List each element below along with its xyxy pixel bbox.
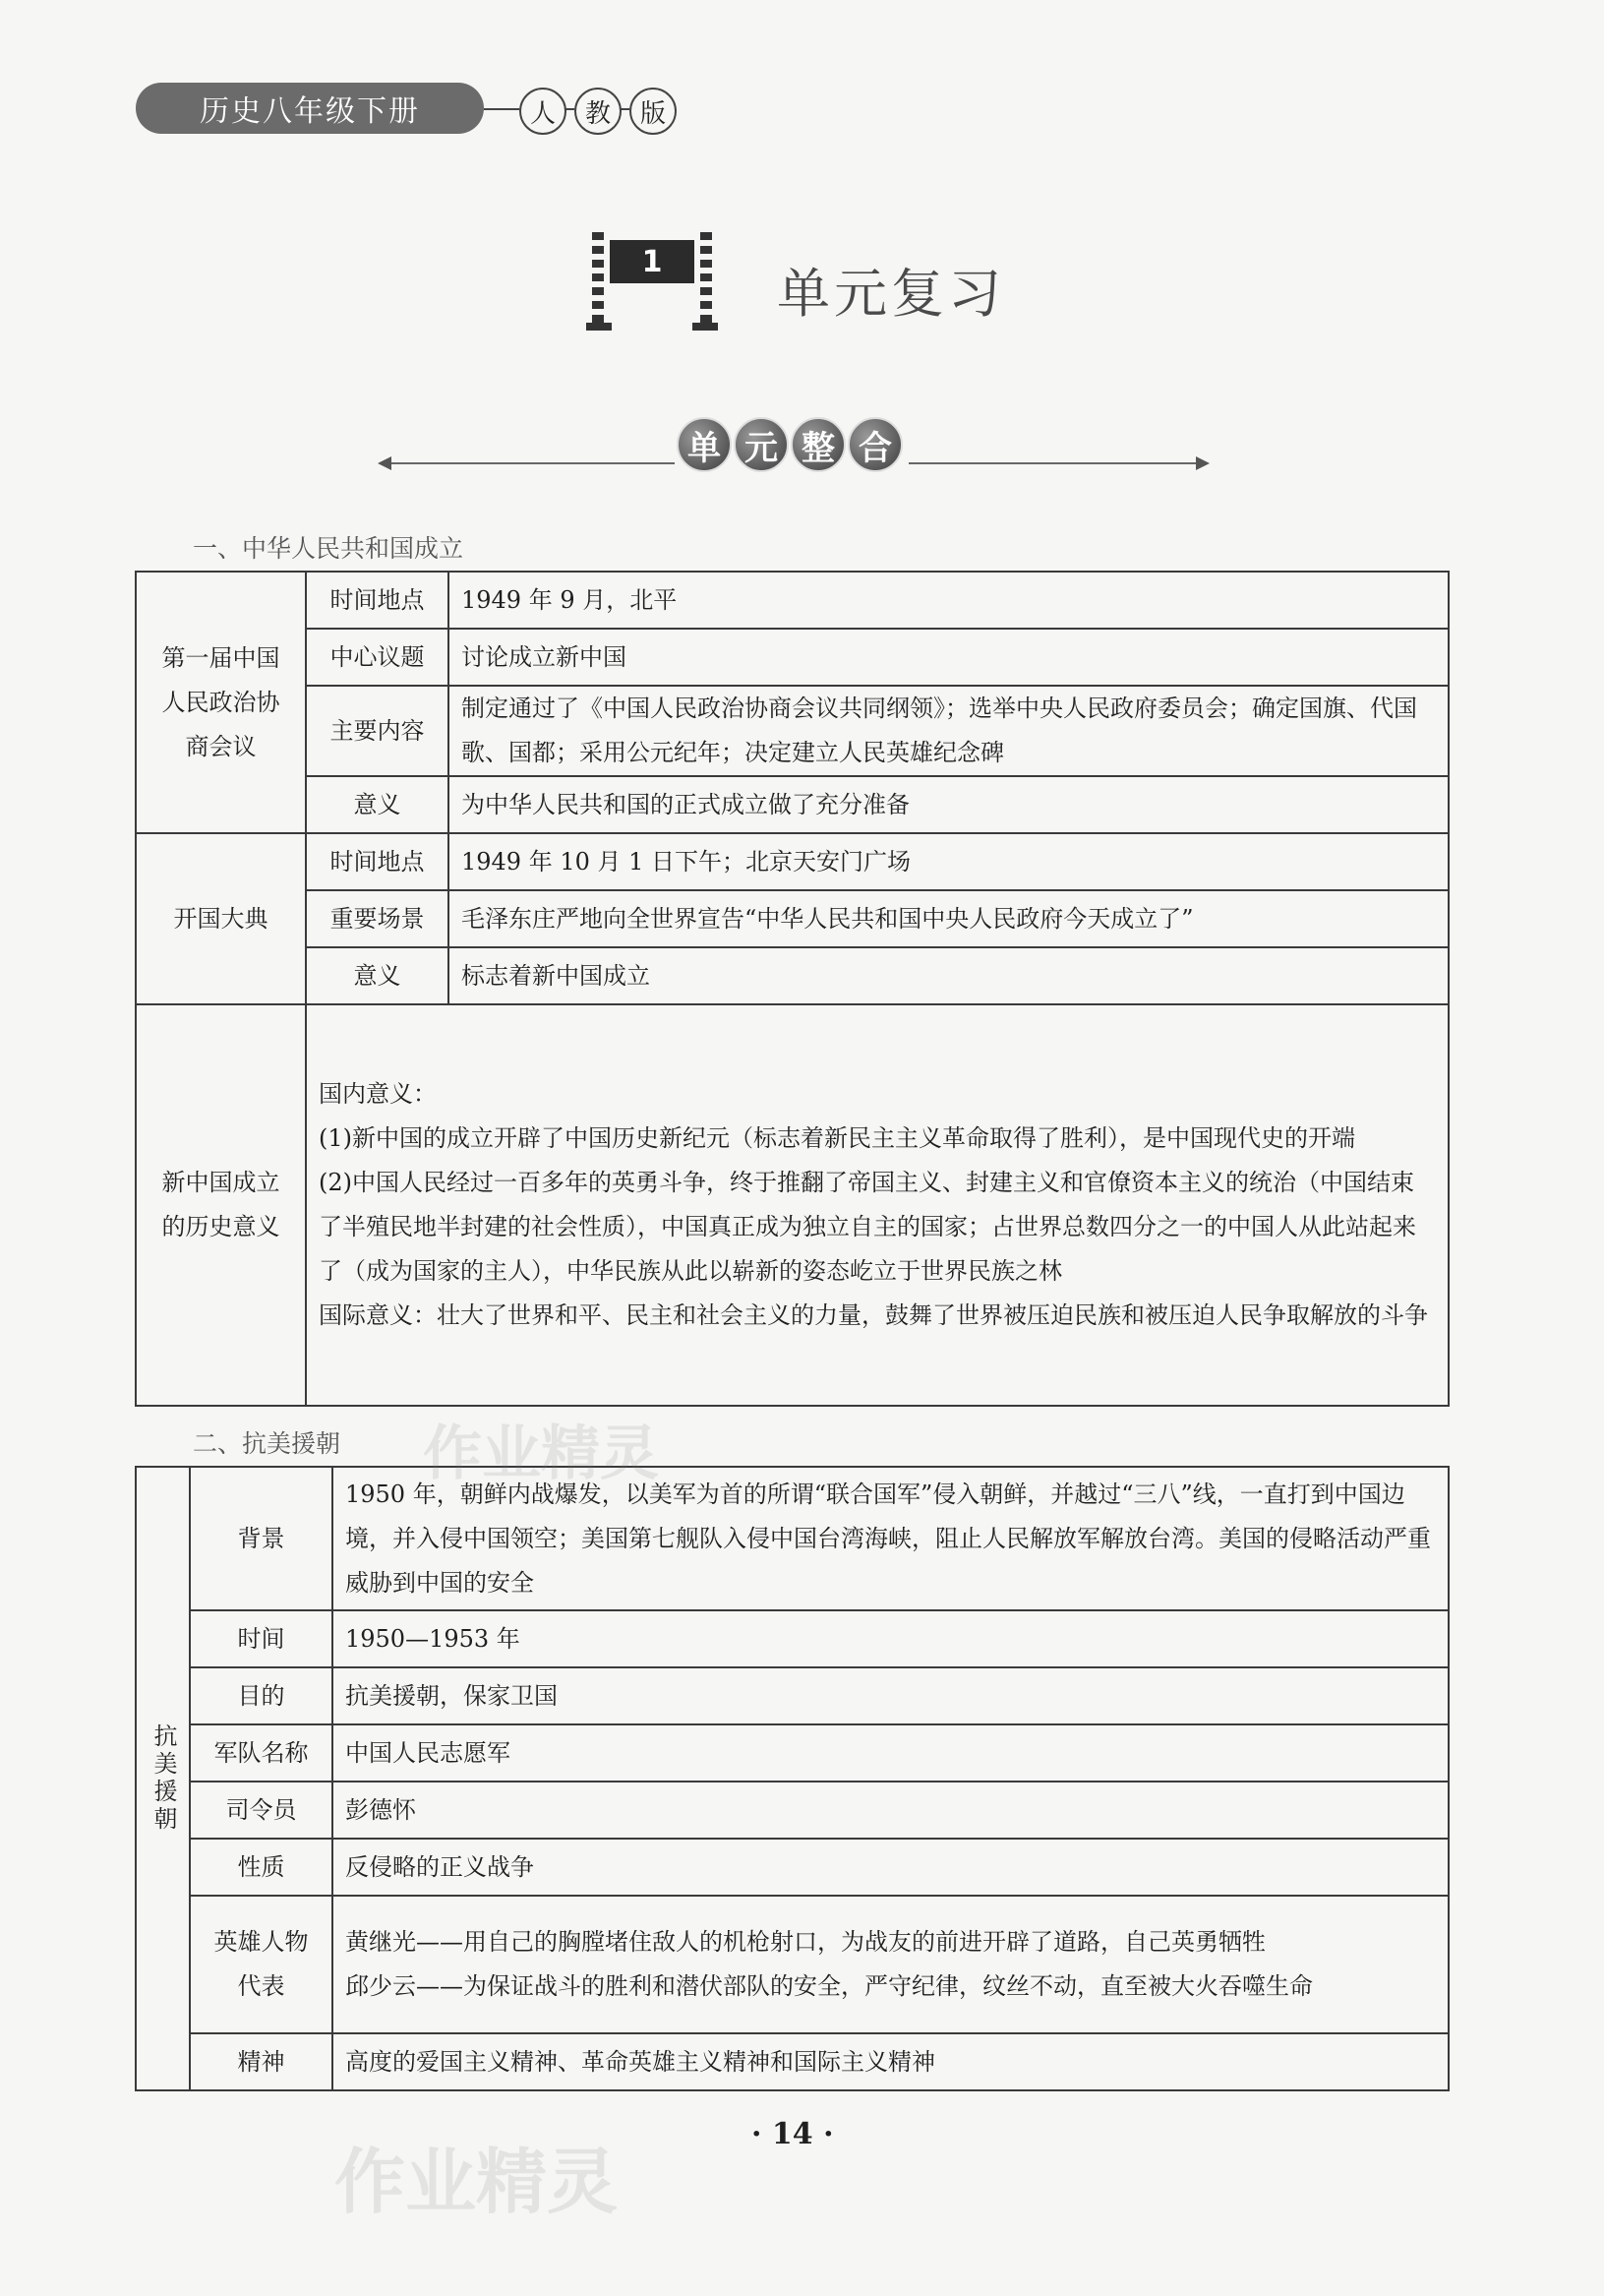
row-content: 1950 年，朝鲜内战爆发，以美军为首的所谓“联合国军”侵入朝鲜，并越过“三八”线，一直打到中国边境，并入侵中国领空；美国第七舰队入侵中国台湾海峡，阻止人民解放军解放台湾。美国的侵略活动严重威胁到中国的安全 [332,1467,1449,1610]
row-content: 高度的爱国主义精神、革命英雄主义精神和国际主义精神 [332,2033,1449,2090]
row-content: 为中华人民共和国的正式成立做了充分准备 [448,776,1449,833]
row-label: 时间地点 [306,833,448,890]
row-content: 标志着新中国成立 [448,947,1449,1004]
row-label: 时间地点 [306,572,448,629]
banner-char: 整 [791,417,846,472]
significance-content [306,1004,1449,1406]
unit-number: 1 [610,240,694,283]
paragraph: 国内意义： [319,1080,437,1108]
row-label: 时间 [190,1610,332,1667]
edition-connector [564,108,574,110]
row-label: 军队名称 [190,1724,332,1782]
unit-number-sign-icon [586,232,718,331]
row-label: 主要内容 [306,686,448,776]
row-label: 性质 [190,1839,332,1896]
edition-char: 教 [574,88,622,135]
row-label: 英雄人物代表 [190,1896,332,2033]
watermark-icon: 作业精灵 [423,1420,659,1488]
section-title-korean-war: 二、抗美援朝 [193,1429,341,1458]
edition-char: 人 [519,88,566,135]
hero-entry: 邱少云——为保证战斗的胜利和潜伏部队的安全，严守纪律，纹丝不动，直至被大火吞噬生命 [345,1972,1313,2000]
row-content: 反侵略的正义战争 [332,1839,1449,1896]
unit-title: 单元复习 [777,263,1005,325]
row-content: 彭德怀 [332,1782,1449,1839]
korean-war-table [135,1466,1450,2091]
banner-line-left [389,462,675,464]
row-content: 讨论成立新中国 [448,629,1449,686]
row-content: 中国人民志愿军 [332,1724,1449,1782]
side-label: 抗美援朝 [136,1467,190,2090]
row-content: 1949 年 10 月 1 日下午；北京天安门广场 [448,833,1449,890]
banner-line-right [909,462,1198,464]
row-label: 意义 [306,947,448,1004]
banner-char: 单 [677,417,732,472]
row-label: 中心议题 [306,629,448,686]
book-title-badge: 历史八年级下册 [136,83,484,134]
row-content: 制定通过了《中国人民政治协商会议共同纲领》；选举中央人民政府委员会；确定国旗、代国歌、国都；采用公元纪年；决定建立人民英雄纪念碑 [448,686,1449,776]
row-label: 目的 [190,1667,332,1724]
group-founding-ceremony: 开国大典 [136,833,306,1004]
edition-char: 版 [629,88,677,135]
watermark-icon: 作业精灵 [334,2141,619,2223]
paragraph: (2)中国人民经过一百多年的英勇斗争，终于推翻了帝国主义、封建主义和官僚资本主义的统治（中国结束了半殖民地半封建的社会性质），中国真正成为独立自主的国家；占世界总数四分之一的中国人从此站起来了（成为国家的主人），中华民族从此以崭新的姿态屹立于世界民族之林 [319,1169,1416,1285]
row-content: 1949 年 9 月，北平 [448,572,1449,629]
edition-connector [620,108,629,110]
row-content: 抗美援朝，保家卫国 [332,1667,1449,1724]
row-content: 1950—1953 年 [332,1610,1449,1667]
row-label: 司令员 [190,1782,332,1839]
banner-char: 元 [734,417,789,472]
group-cppcc: 第一届中国人民政治协商会议 [136,572,306,833]
banner-char: 合 [848,417,903,472]
header-connector [484,108,519,110]
paragraph: (1)新中国的成立开辟了中国历史新纪元（标志着新民主主义革命取得了胜利），是中国现代史的开端 [319,1124,1355,1152]
arrow-right-icon [1196,456,1210,470]
row-label: 背景 [190,1467,332,1610]
founding-table [135,571,1450,1407]
hero-entry: 黄继光——用自己的胸膛堵住敌人的机枪射口，为战友的前进开辟了道路，自己英勇牺牲 [345,1928,1266,1956]
group-significance: 新中国成立的历史意义 [136,1004,306,1406]
row-label: 重要场景 [306,890,448,947]
row-content [332,1896,1449,2033]
row-content: 毛泽东庄严地向全世界宣告“中华人民共和国中央人民政府今天成立了” [448,890,1449,947]
arrow-left-icon [378,456,391,470]
page-number: · 14 · [751,2117,834,2151]
row-label: 精神 [190,2033,332,2090]
section-title-founding: 一、中华人民共和国成立 [193,534,464,563]
row-label: 意义 [306,776,448,833]
paragraph: 国际意义：壮大了世界和平、民主和社会主义的力量，鼓舞了世界被压迫民族和被压迫人民争取解放的斗争 [319,1301,1428,1329]
